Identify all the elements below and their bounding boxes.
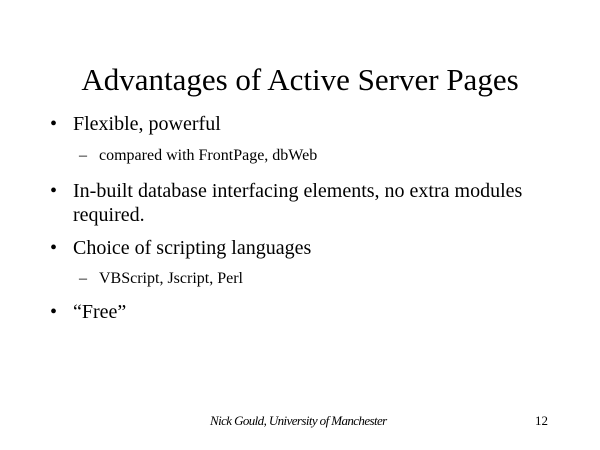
slide-title: Advantages of Active Server Pages bbox=[81, 62, 519, 97]
bullet-text: Flexible, powerful bbox=[73, 113, 221, 135]
bullet-item bbox=[50, 112, 570, 136]
dash-icon: – bbox=[79, 270, 87, 287]
sub-bullet-text: compared with FrontPage, dbWeb bbox=[99, 147, 318, 164]
page-number: 12 bbox=[535, 413, 548, 428]
bullet-icon: • bbox=[50, 113, 58, 135]
bullet-text: In-built database interfacing elements, no extra modules required. bbox=[73, 180, 523, 226]
bullet-icon: • bbox=[50, 301, 58, 323]
bullet-icon: • bbox=[50, 237, 58, 259]
bullet-item bbox=[50, 179, 570, 227]
slide-footer bbox=[0, 413, 600, 433]
dash-icon: – bbox=[79, 147, 87, 164]
sub-bullet-item bbox=[79, 269, 559, 289]
bullet-item bbox=[50, 300, 570, 324]
bullet-item bbox=[50, 236, 570, 260]
bullet-text: Choice of scripting languages bbox=[73, 237, 312, 259]
bullet-text: “Free” bbox=[73, 301, 127, 323]
bullet-icon: • bbox=[50, 180, 58, 202]
footer-author: Nick Gould, University of Manchester bbox=[210, 413, 387, 428]
sub-bullet-text: VBScript, Jscript, Perl bbox=[99, 270, 243, 287]
sub-bullet-item bbox=[79, 146, 559, 166]
